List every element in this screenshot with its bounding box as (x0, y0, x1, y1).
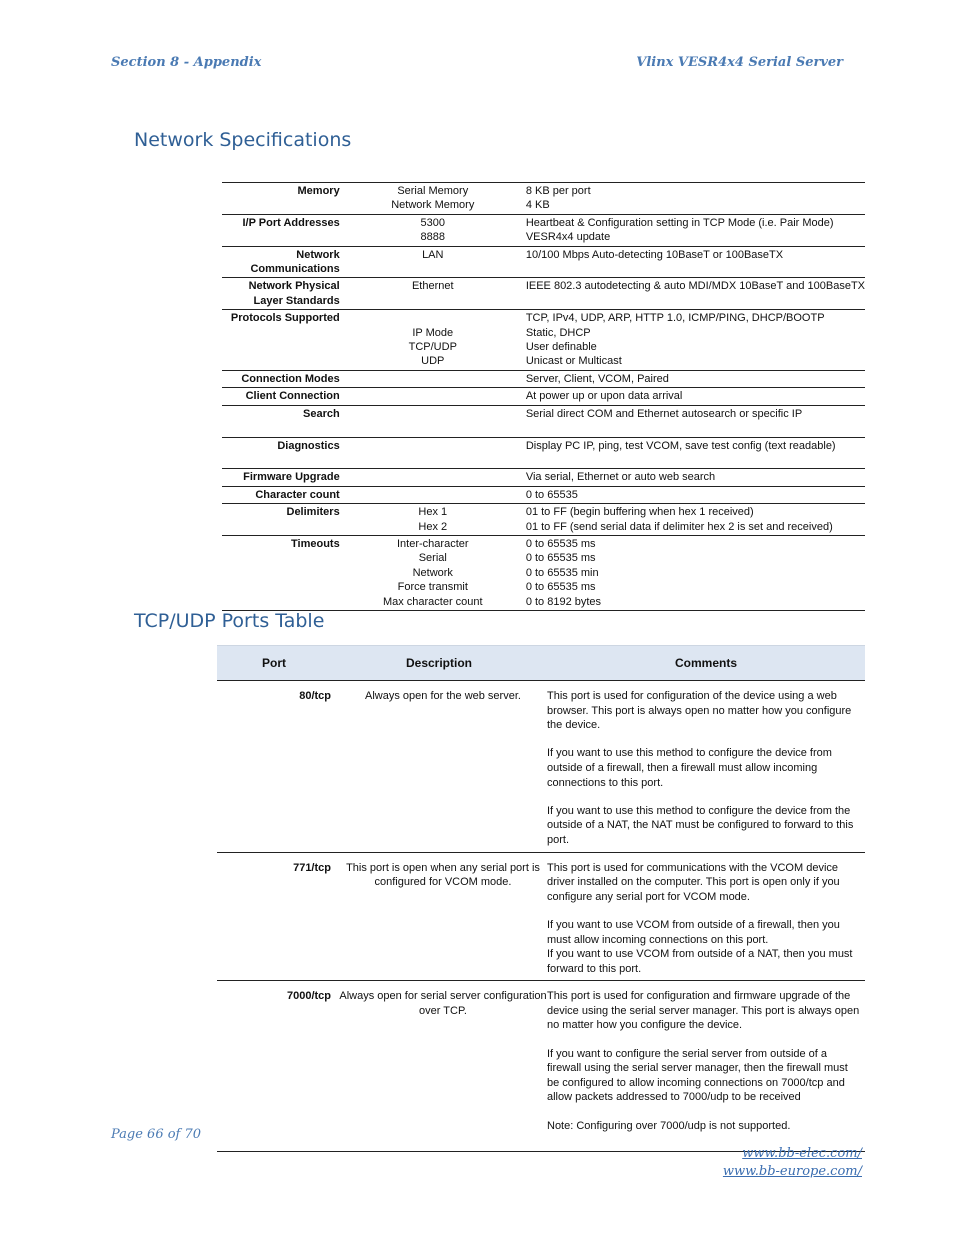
spec-parameter-line (340, 470, 526, 484)
spec-row (222, 437, 865, 469)
spec-label-line: Search (303, 407, 340, 420)
comment-paragraph: This port is used for configuration of the device using a web browser. This port is always open no matter how you configure the device. (547, 690, 852, 732)
description-column-header: Description (331, 646, 547, 681)
spec-parameter-line: Max character count (382, 595, 483, 608)
bb-elec-link[interactable]: www.bb-elec.com/ (742, 1146, 862, 1161)
comment-paragraph: If you want to configure the serial server from outside of a firewall using the serial server manager, then the firewall must be configured to allow incoming connections on 7000/tcp and allow packets addressed to 7000/udp to be received (547, 1047, 848, 1104)
spec-row (222, 388, 865, 405)
spec-value-line: Display PC IP, ping, test VCOM, save test config (text readable) (525, 439, 836, 452)
spec-label (222, 504, 340, 536)
spec-row (222, 214, 865, 246)
table-row (217, 681, 865, 853)
table-row (217, 852, 865, 981)
spec-label (222, 388, 340, 405)
comments-cell (547, 981, 865, 1152)
spec-value-line: Via serial, Ethernet or auto web search (525, 471, 716, 484)
spec-label (222, 214, 340, 246)
spec-label-line: Client Connection (245, 390, 340, 403)
spec-row (222, 405, 865, 437)
spec-parameter (340, 535, 526, 610)
spec-parameter (340, 486, 526, 503)
spec-parameter-line (340, 311, 526, 325)
spec-value (526, 388, 865, 405)
spec-row (222, 183, 865, 215)
spec-value-line: Serial direct COM and Ethernet autosearch or specific IP (525, 407, 803, 420)
port-column-header: Port (217, 646, 331, 681)
spec-value-line (526, 453, 865, 467)
spec-parameter (340, 278, 526, 310)
spec-parameter (340, 246, 526, 278)
comment-paragraph: Note: Configuring over 7000/udp is not supported. (547, 1119, 791, 1132)
comment-paragraph: This port is used for communications with the VCOM device driver installed on the computer. This port is open only if you configure any serial port for VCOM mode. (547, 861, 840, 903)
spec-value (526, 370, 865, 387)
spec-label-line: Network Physical (248, 280, 340, 293)
comment-paragraph: This port is used for configuration and firmware upgrade of the device using the serial server manager. This port is always open no matter how you configure the device. (547, 990, 860, 1032)
spec-parameter-line: 8888 (420, 231, 445, 244)
comment-paragraph: If you want to use this method to configure the device from outside of a firewall, then a firewall must allow incoming connections to this port. (547, 747, 832, 789)
spec-parameter-line (340, 439, 526, 453)
spec-value (526, 214, 865, 246)
spec-label (222, 370, 340, 387)
spec-parameter-line: UDP (421, 355, 445, 368)
spec-value-line: 4 KB (525, 199, 550, 212)
spec-value (526, 405, 865, 437)
spec-parameter-line: IP Mode (412, 326, 454, 339)
spec-row (222, 469, 865, 486)
description-cell: Always open for the web server. (365, 690, 521, 702)
spec-value-line: Static, DHCP (525, 326, 591, 339)
spec-label-line: Diagnostics (277, 439, 340, 452)
spec-value (526, 246, 865, 278)
description-cell: This port is open when any serial port is configured for VCOM mode. (346, 861, 540, 889)
bb-europe-link[interactable]: www.bb-europe.com/ (722, 1164, 862, 1179)
spec-value-line: TCP, IPv4, UDP, ARP, HTTP 1.0, ICMP/PING, DHCP/BOOTP (525, 312, 825, 325)
page-number: Page 66 of 70 (111, 1127, 202, 1142)
spec-label-line: Communications (250, 263, 340, 276)
ports-table-heading: TCP/UDP Ports Table (134, 610, 325, 632)
spec-parameter-line: LAN (422, 248, 444, 261)
comments-cell (547, 852, 865, 981)
spec-parameter-line: 5300 (420, 216, 445, 229)
spec-label-line: Timeouts (291, 537, 340, 550)
spec-row (222, 278, 865, 310)
port-cell: 80/tcp (299, 690, 331, 702)
spec-row (222, 370, 865, 387)
spec-value (526, 486, 865, 503)
spec-parameter-line (340, 488, 526, 502)
spec-label-line: Delimiters (286, 506, 340, 519)
spec-label-line: Memory (297, 185, 340, 197)
spec-value-line: 0 to 65535 ms (525, 552, 596, 565)
spec-value-line: 0 to 8192 bytes (525, 595, 602, 608)
spec-value-line: 0 to 65535 min (525, 566, 599, 579)
spec-value-line: 01 to FF (send serial data if delimiter hex 2 is set and received) (525, 520, 833, 533)
port-cell: 7000/tcp (286, 990, 331, 1003)
spec-value (526, 310, 865, 371)
spec-value-line: 8 KB per port (525, 185, 591, 197)
spec-parameter-line: Hex 2 (418, 520, 448, 533)
spec-parameter-line: Inter-character (397, 537, 469, 550)
comment-paragraph: If you want to use VCOM from outside of a firewall, then you must allow incoming connections on this port. (547, 918, 840, 946)
spec-label (222, 469, 340, 486)
spec-label (222, 486, 340, 503)
spec-row (222, 486, 865, 503)
table-row (217, 981, 865, 1152)
spec-parameter (340, 310, 526, 371)
spec-value-line: 01 to FF (begin buffering when hex 1 received) (525, 506, 754, 519)
port-cell: 771/tcp (293, 861, 331, 874)
spec-parameter-line: Hex 1 (418, 506, 448, 519)
comment-paragraph: If you want to use this method to configure the device from the outside of a NAT, the NAT must be configured to forward to this port. (547, 804, 854, 846)
spec-parameter (340, 183, 526, 215)
spec-label (222, 310, 340, 371)
spec-label (222, 405, 340, 437)
spec-parameter-line: Ethernet (411, 280, 454, 293)
spec-row (222, 310, 865, 371)
spec-label-line: I/P Port Addresses (242, 216, 340, 229)
spec-value-line: Server, Client, VCOM, Paired (525, 372, 669, 385)
spec-value-line: 0 to 65535 (525, 488, 578, 501)
spec-label-line: Firmware Upgrade (243, 471, 340, 484)
spec-label (222, 183, 340, 215)
spec-label-line: Character count (255, 488, 340, 501)
running-header-section: Section 8 - Appendix (111, 55, 262, 70)
spec-value (526, 504, 865, 536)
ports-table-header-row (217, 646, 865, 681)
comment-paragraph: If you want to use VCOM from outside of a NAT, then you must forward to this port. (547, 948, 853, 975)
spec-label (222, 437, 340, 469)
network-specifications-table (222, 182, 865, 611)
spec-value (526, 278, 865, 310)
spec-value (526, 183, 865, 215)
running-header-product: Vlinx VESR4x4 Serial Server (636, 55, 843, 70)
spec-value (526, 535, 865, 610)
spec-parameter (340, 405, 526, 437)
spec-parameter-line (340, 407, 526, 421)
spec-parameter (340, 469, 526, 486)
spec-parameter (340, 214, 526, 246)
spec-value-line: VESR4x4 update (525, 231, 611, 244)
spec-value-line: 10/100 Mbps Auto-detecting 10BaseT or 100BaseTX (525, 248, 784, 261)
spec-parameter (340, 437, 526, 469)
comments-cell (547, 681, 865, 853)
tcp-udp-ports-table (217, 645, 865, 1152)
spec-value-line: 0 to 65535 ms (525, 537, 596, 550)
network-specifications-heading: Network Specifications (134, 129, 352, 151)
spec-row (222, 246, 865, 278)
spec-parameter-line (340, 389, 526, 403)
comments-column-header: Comments (547, 646, 865, 681)
spec-label-line: Network (296, 248, 340, 261)
spec-label (222, 278, 340, 310)
spec-label (222, 535, 340, 610)
spec-row (222, 504, 865, 536)
spec-value (526, 469, 865, 486)
spec-parameter (340, 388, 526, 405)
spec-label-line: Connection Modes (241, 372, 340, 385)
spec-parameter-line: Network Memory (391, 199, 475, 212)
spec-value-line: 0 to 65535 ms (525, 581, 596, 594)
spec-value-line: Heartbeat & Configuration setting in TCP Mode (i.e. Pair Mode) (525, 216, 834, 229)
spec-label-line: Protocols Supported (230, 312, 340, 325)
spec-label (222, 246, 340, 278)
description-cell: Always open for serial server configuration over TCP. (339, 990, 547, 1017)
spec-parameter (340, 504, 526, 536)
spec-value-line: IEEE 802.3 autodetecting & auto MDI/MDX 10BaseT and 100BaseTX (525, 280, 865, 293)
spec-value-line: Unicast or Multicast (525, 355, 622, 368)
spec-value-line (526, 421, 865, 435)
spec-parameter-line (340, 372, 526, 386)
spec-value (526, 437, 865, 469)
spec-label-line: Layer Standards (253, 294, 340, 307)
spec-parameter-line: Serial Memory (397, 185, 469, 197)
spec-parameter-line: Network (412, 566, 453, 579)
spec-parameter (340, 370, 526, 387)
spec-value-line: At power up or upon data arrival (525, 390, 683, 403)
spec-parameter-line: Serial (418, 552, 447, 565)
spec-value-line: User definable (525, 341, 597, 354)
spec-row (222, 535, 865, 610)
spec-parameter-line: Force transmit (397, 581, 468, 594)
spec-parameter-line: TCP/UDP (408, 341, 457, 354)
